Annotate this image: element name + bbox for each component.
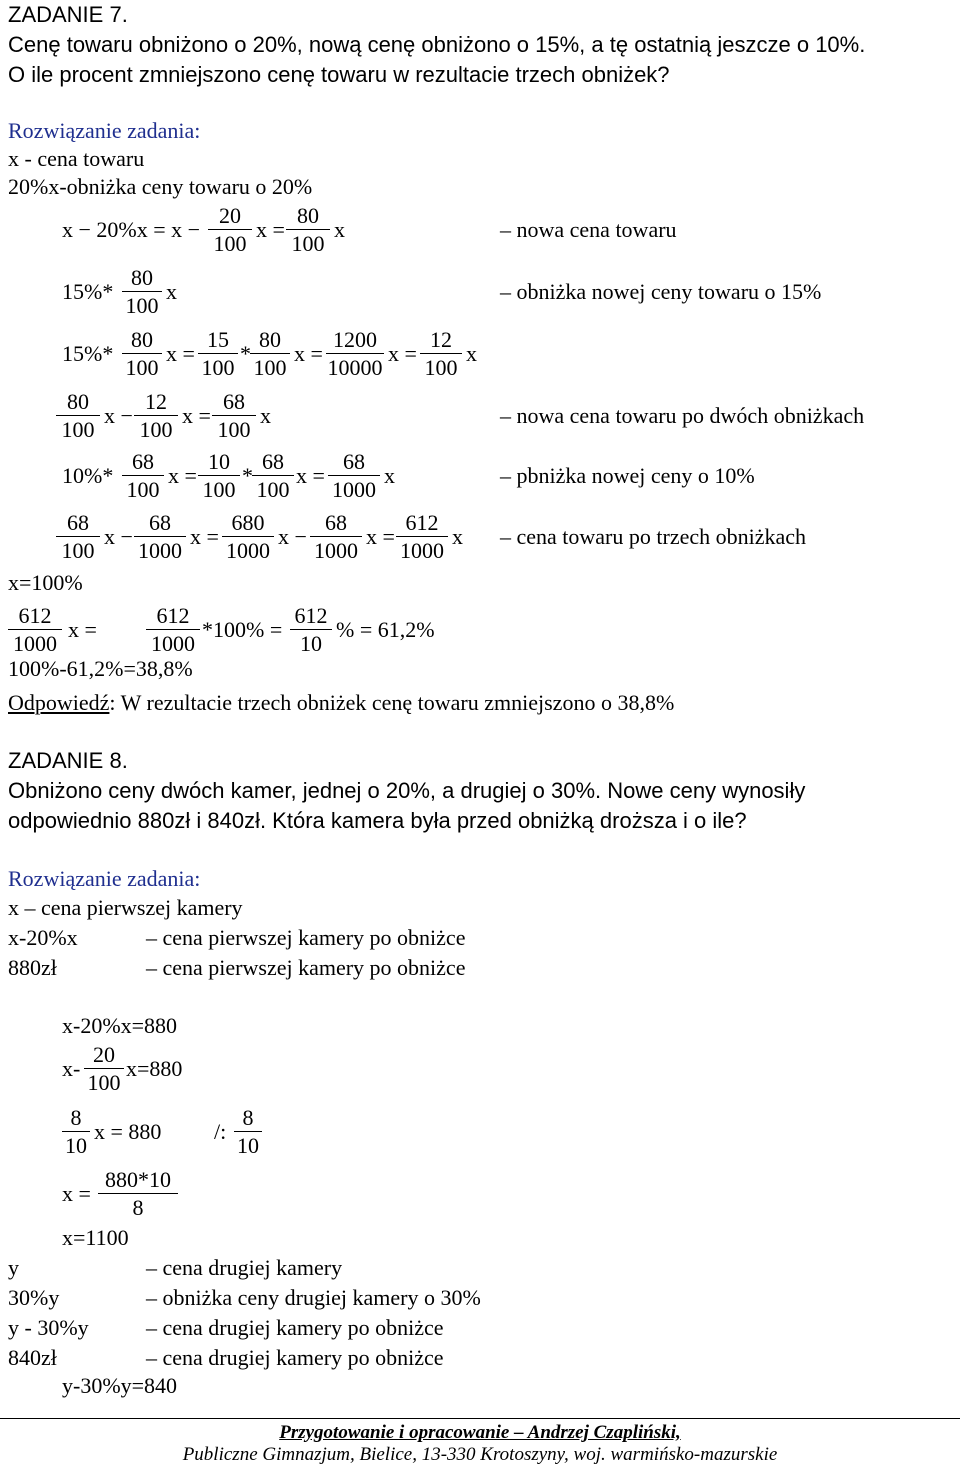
fraction (222, 511, 274, 563)
expr: x − (104, 403, 133, 428)
fraction (98, 1168, 178, 1220)
denominator: 1000 (151, 631, 195, 656)
expr: x = (256, 217, 285, 242)
task8-text-line1: Obniżono ceny dwóch kamer, jednej o 20%, a drugiej o 30%. Nowe ceny wynosiły (8, 778, 806, 803)
expr: * (240, 341, 251, 366)
expr: x = (294, 341, 323, 366)
denominator: 100 (125, 293, 159, 318)
denominator: 8 (132, 1195, 144, 1220)
numerator: 12 (420, 328, 462, 354)
y-row-left: y (8, 1255, 19, 1280)
numerator: 680 (222, 511, 274, 537)
expr: 15%* (62, 279, 114, 304)
fraction (212, 390, 256, 442)
task7-definition-2: 20%x-obniżka ceny towaru o 20% (8, 174, 313, 199)
fraction (252, 450, 294, 502)
expr: *100% = (202, 617, 283, 642)
fraction (146, 604, 200, 656)
task7-solution-label: Rozwiązanie zadania: (8, 118, 201, 143)
numerator: 10 (198, 450, 240, 476)
expr: x = (296, 463, 325, 488)
denominator: 100 (125, 355, 159, 380)
numerator: 80 (122, 328, 162, 354)
denominator: 100 (61, 417, 95, 442)
numerator: 68 (122, 450, 164, 476)
task8-equation-1: x-20%x=880 (62, 1013, 178, 1038)
numerator: 80 (250, 328, 290, 354)
numerator: 68 (212, 390, 256, 416)
row-note: – cena towaru po trzech obniżkach (500, 524, 807, 549)
fraction (56, 511, 100, 563)
numerator: 68 (134, 511, 186, 537)
fraction (56, 390, 100, 442)
row-note: – pbniżka nowej ceny o 10% (500, 463, 755, 488)
expr: x = (68, 617, 97, 642)
task8-definition-3-left: 880zł (8, 955, 57, 980)
denominator: 100 (256, 477, 290, 502)
fraction (208, 204, 252, 256)
y-row-left: 840zł (8, 1345, 57, 1370)
y-row-left: 30%y (8, 1285, 60, 1310)
expr: x=880 (126, 1056, 183, 1081)
numerator: 68 (56, 511, 100, 537)
denominator: 100 (126, 477, 160, 502)
numerator: 80 (122, 266, 162, 292)
fraction (122, 266, 162, 318)
y-row-right: – cena drugiej kamery po obniżce (146, 1345, 444, 1370)
answer-label: Odpowiedź (8, 690, 110, 715)
y-row-right: – cena drugiej kamery (146, 1255, 343, 1280)
denominator: 1000 (314, 538, 358, 563)
denominator: 100 (253, 355, 287, 380)
expr: x = 880 (94, 1119, 162, 1144)
task7-definition-1: x - cena towaru (8, 146, 145, 171)
fraction (250, 328, 290, 380)
fraction (290, 604, 332, 656)
numerator: 20 (84, 1043, 124, 1069)
task8-definition-1: x – cena pierwszej kamery (8, 895, 243, 920)
equation-row-7: x=100% (8, 570, 83, 595)
fraction (8, 604, 62, 656)
fraction (122, 450, 164, 502)
numerator: 80 (286, 204, 330, 230)
expr: x (466, 341, 477, 366)
denominator: 100 (291, 231, 325, 256)
task8-equation-5: x=1100 (62, 1225, 129, 1250)
task7-answer (8, 690, 674, 716)
row-note: – nowa cena towaru (500, 217, 677, 242)
fraction (134, 511, 186, 563)
expr: 10%* (62, 463, 114, 488)
y-row-left: y - 30%y (8, 1315, 89, 1340)
expr: * (242, 463, 253, 488)
expr: x (452, 524, 463, 549)
fraction (84, 1043, 124, 1095)
denominator: 100 (201, 355, 235, 380)
expr: x = (182, 403, 211, 428)
denominator: 100 (424, 355, 458, 380)
fraction (396, 511, 448, 563)
numerator: 612 (8, 604, 62, 630)
numerator: 8 (234, 1106, 262, 1132)
denominator: 100 (217, 417, 251, 442)
expr: x (260, 403, 271, 428)
expr: x = (62, 1181, 91, 1206)
row-note: – nowa cena towaru po dwóch obniżkach (500, 403, 865, 428)
expr: x (334, 217, 345, 242)
expr: x (166, 279, 177, 304)
denominator: 100 (61, 538, 95, 563)
task8-solution-label: Rozwiązanie zadania: (8, 866, 201, 891)
numerator: 612 (290, 604, 332, 630)
numerator: 1200 (326, 328, 384, 354)
fraction (62, 1106, 90, 1158)
expr: % = 61,2% (336, 617, 435, 642)
expr: x = (166, 341, 195, 366)
row-note: – obniżka nowej ceny towaru o 15% (500, 279, 822, 304)
task7-text-line1: Cenę towaru obniżono o 20%, nową cenę obniżono o 15%, a tę ostatnią jeszcze o 10%. (8, 32, 866, 57)
fraction (326, 328, 384, 380)
numerator: 68 (328, 450, 380, 476)
y-row-right: – cena drugiej kamery po obniżce (146, 1315, 444, 1340)
task8-definition-3-right: – cena pierwszej kamery po obniżce (146, 955, 466, 980)
fraction (122, 328, 162, 380)
numerator: 68 (310, 511, 362, 537)
denominator: 100 (213, 231, 247, 256)
expr: /: (214, 1119, 227, 1144)
equation-row-9: 100%-61,2%=38,8% (8, 656, 193, 681)
task8-definition-2-left: x-20%x (8, 925, 78, 950)
denominator: 10 (300, 631, 322, 656)
fraction (134, 390, 178, 442)
task8-heading: ZADANIE 8. (8, 748, 128, 773)
fraction (420, 328, 462, 380)
expr: x − (278, 524, 307, 549)
denominator: 100 (87, 1070, 121, 1095)
expr: x (384, 463, 395, 488)
denominator: 100 (139, 417, 173, 442)
task7-heading: ZADANIE 7. (8, 2, 128, 27)
denominator: 10 (237, 1133, 259, 1158)
expr: x = (366, 524, 395, 549)
numerator: 68 (252, 450, 294, 476)
task8-text-line2: odpowiednio 880zł i 840zł. Która kamera była przed obniżką droższa i o ile? (8, 808, 747, 833)
footer-school: Publiczne Gimnazjum, Bielice, 13-330 Krotoszyny, woj. warmińsko-mazurskie (182, 1444, 778, 1465)
y-row-right: – obniżka ceny drugiej kamery o 30% (146, 1285, 481, 1310)
fraction (310, 511, 362, 563)
footer-author: Przygotowanie i opracowanie – Andrzej Czapliński, (279, 1422, 681, 1443)
fraction (198, 450, 240, 502)
denominator: 1000 (226, 538, 270, 563)
numerator: 12 (134, 390, 178, 416)
expr: x- (62, 1056, 81, 1081)
fraction (198, 328, 238, 380)
expr: x = (388, 341, 417, 366)
numerator: 612 (396, 511, 448, 537)
expr: 15%* (62, 341, 114, 366)
task8-definition-2-right: – cena pierwszej kamery po obniżce (146, 925, 466, 950)
expr: x − 20%x = x − (62, 217, 201, 242)
expr: x = (190, 524, 219, 549)
denominator: 1000 (13, 631, 57, 656)
numerator: 612 (146, 604, 200, 630)
fraction (328, 450, 380, 502)
expr: x = (168, 463, 197, 488)
numerator: 80 (56, 390, 100, 416)
expr: x − (104, 524, 133, 549)
denominator: 100 (202, 477, 236, 502)
task8-equation-6: y-30%y=840 (62, 1373, 178, 1398)
numerator: 880*10 (98, 1168, 178, 1194)
numerator: 8 (62, 1106, 90, 1132)
numerator: 20 (208, 204, 252, 230)
denominator: 1000 (332, 477, 376, 502)
answer-text: : W rezultacie trzech obniżek cenę towaru zmniejszono o 38,8% (109, 690, 675, 715)
fraction (234, 1106, 262, 1158)
numerator: 15 (198, 328, 238, 354)
denominator: 10000 (327, 355, 383, 380)
denominator: 10 (65, 1133, 87, 1158)
denominator: 1000 (400, 538, 444, 563)
fraction (286, 204, 330, 256)
footer-divider (0, 1418, 960, 1419)
task7-text-line2: O ile procent zmniejszono cenę towaru w rezultacie trzech obniżek? (8, 62, 670, 87)
denominator: 1000 (138, 538, 182, 563)
